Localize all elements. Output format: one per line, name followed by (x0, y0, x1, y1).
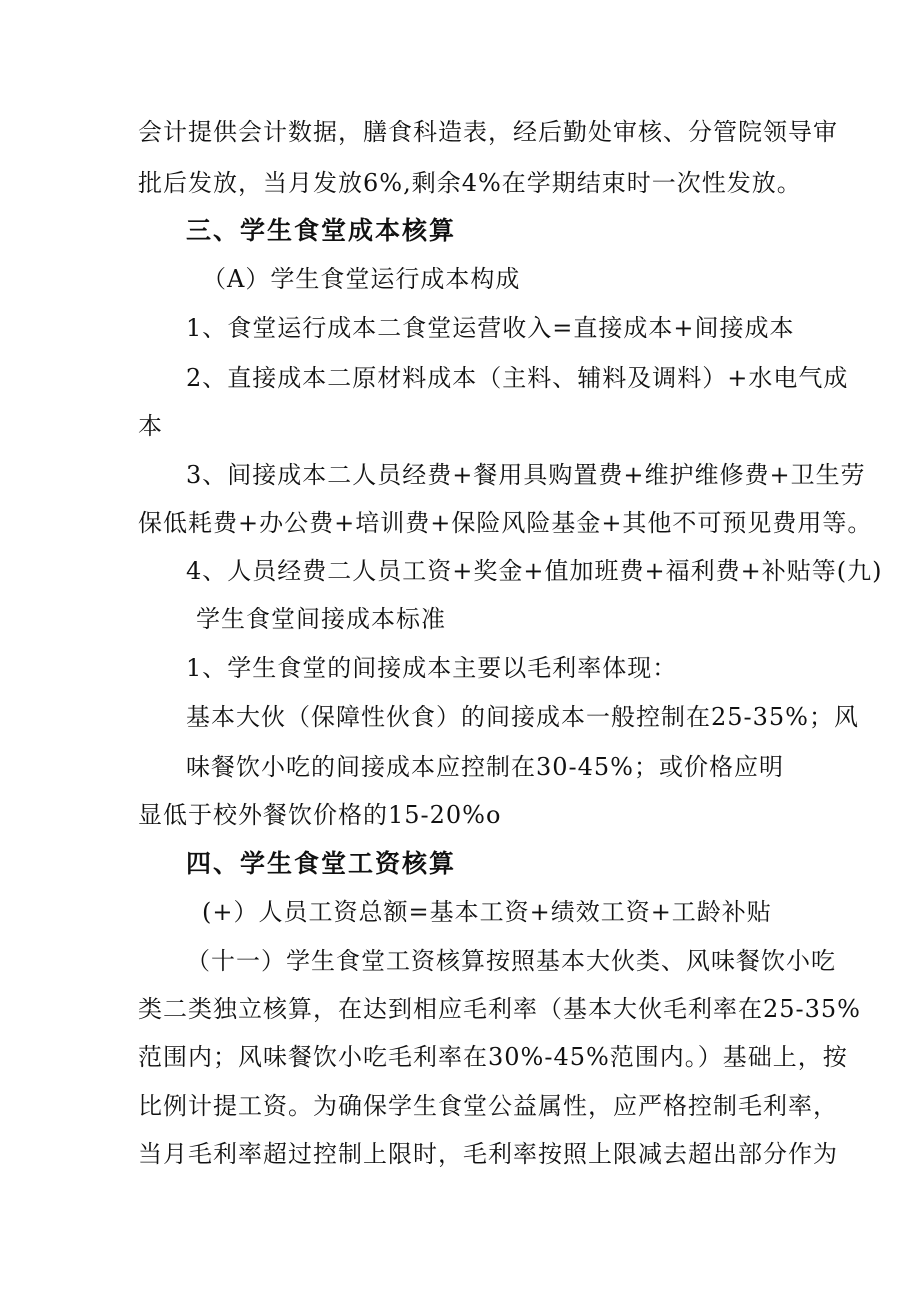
section-heading: 三、学生食堂成本核算 (186, 216, 457, 245)
paragraph-line: 当月毛利率超过控制上限时，毛利率按照上限减去超出部分作为 (138, 1140, 838, 1168)
paragraph-line: 显低于校外餐饮价格的15-20%o (138, 801, 502, 829)
section-heading: 四、学生食堂工资核算 (186, 849, 457, 878)
paragraph-line: 味餐饮小吃的间接成本应控制在30-45%；或价格应明 (186, 753, 784, 781)
paragraph-line: 2、直接成本二原材料成本（主料、辅料及调料）+水电气成 (186, 364, 849, 392)
paragraph-line: 批后发放，当月发放6%,剩余4%在学期结束时一次性发放。 (138, 169, 802, 197)
paragraph-line: 基本大伙（保障性伙食）的间接成本一般控制在25-35%；风 (186, 703, 859, 731)
paragraph-line: 3、间接成本二人员经费+餐用具购置费+维护维修费+卫生劳 (186, 461, 866, 489)
paragraph-line: 本 (138, 412, 163, 440)
subsection-heading: （A）学生食堂运行成本构成 (202, 265, 521, 293)
paragraph-line: 4、人员经费二人员工资+奖金+值加班费+福利费+补贴等(九) (186, 557, 883, 585)
subsection-heading: (+）人员工资总额=基本工资+绩效工资+工龄补贴 (202, 898, 772, 926)
paragraph-line: 1、食堂运行成本二食堂运营收入=直接成本+间接成本 (186, 314, 795, 342)
paragraph-line: （十一）学生食堂工资核算按照基本大伙类、风味餐饮小吃 (186, 947, 836, 975)
paragraph-line: 1、学生食堂的间接成本主要以毛利率体现： (186, 654, 678, 682)
paragraph-line: 保低耗费+办公费+培训费+保险风险基金+其他不可预见费用等。 (138, 509, 873, 537)
paragraph-line: 类二类独立核算，在达到相应毛利率（基本大伙毛利率在25-35% (138, 995, 861, 1023)
subsection-heading: 学生食堂间接成本标准 (196, 605, 446, 633)
paragraph-line: 会计提供会计数据，膳食科造表，经后勤处审核、分管院领导审 (138, 118, 838, 146)
paragraph-line: 比例计提工资。为确保学生食堂公益属性，应严格控制毛利率， (138, 1092, 838, 1120)
paragraph-line: 范围内；风味餐饮小吃毛利率在30%-45%范围内。）基础上，按 (138, 1043, 848, 1071)
